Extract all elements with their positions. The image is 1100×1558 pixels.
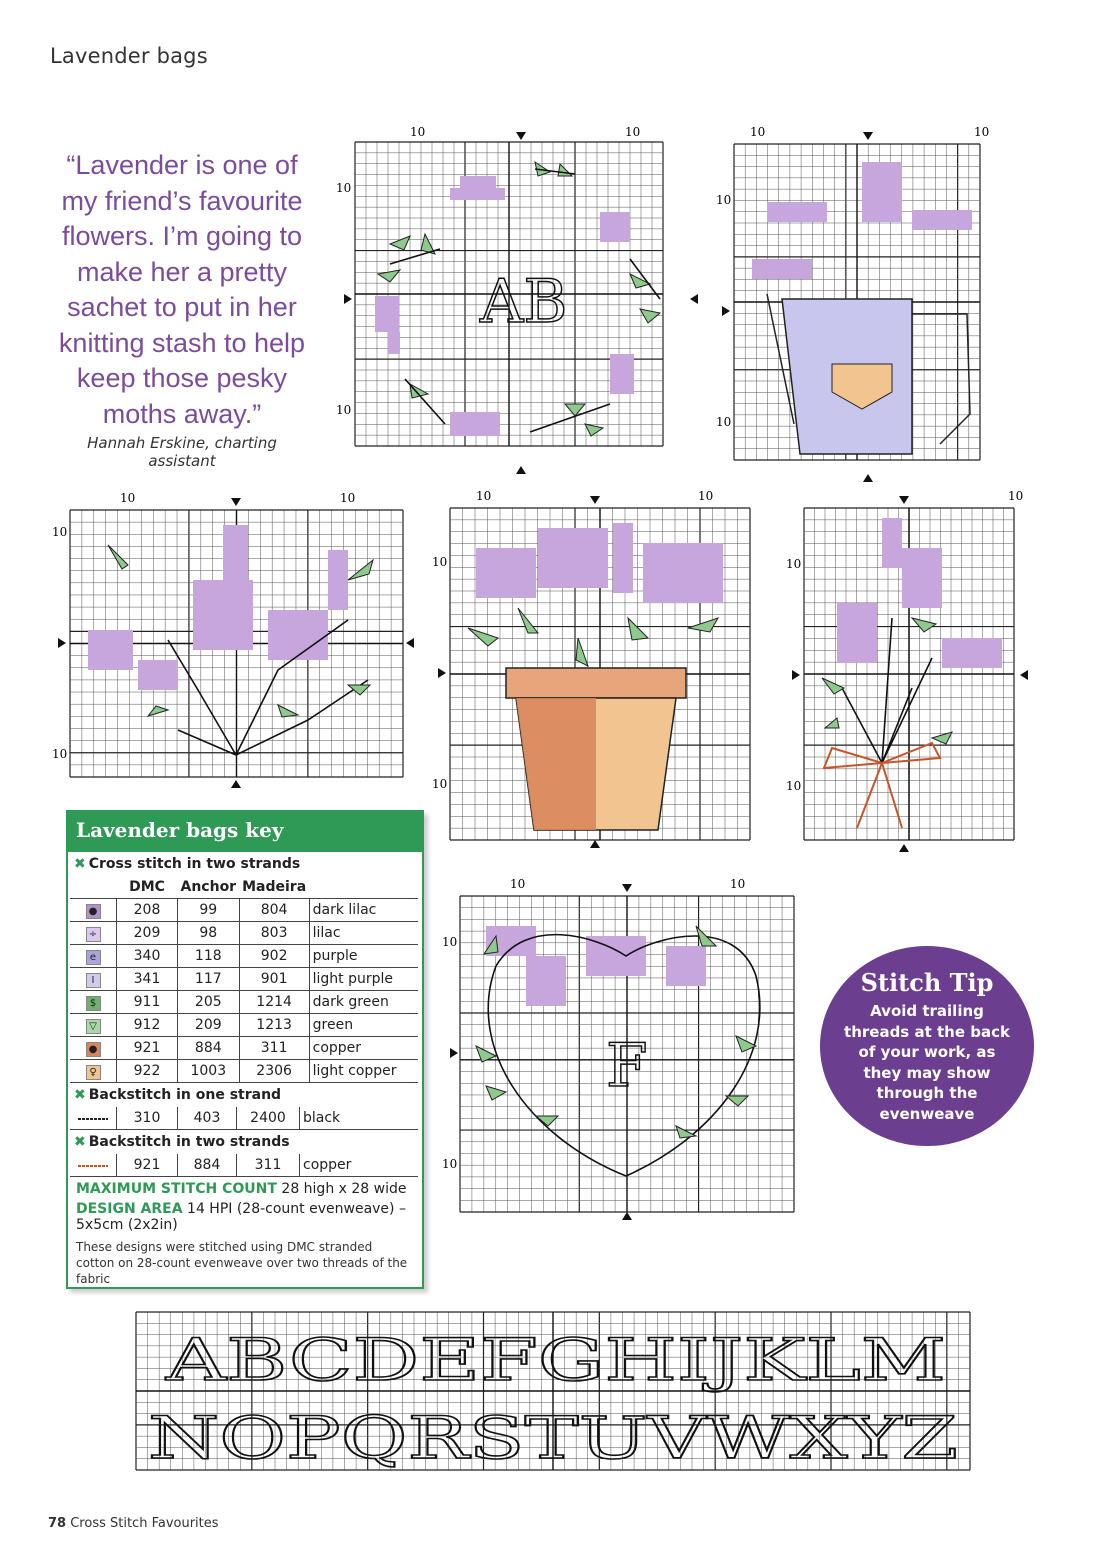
dmc-value: 911 — [117, 991, 178, 1014]
scale-label: 10 — [730, 877, 746, 891]
madeira-value: 901 — [239, 968, 309, 991]
page-footer — [48, 1516, 219, 1531]
symbol-swatch — [70, 899, 117, 922]
symbol-glyph: I — [86, 973, 101, 988]
key-row — [70, 945, 418, 968]
anchor-value: 118 — [178, 945, 240, 968]
symbol-glyph: $ — [86, 996, 101, 1011]
center-arrow-bottom — [516, 466, 526, 474]
scale-label: 10 — [432, 777, 448, 791]
key-table — [70, 876, 418, 1083]
chart-grid — [782, 488, 1032, 854]
thread-name: light copper — [309, 1060, 418, 1083]
scale-label: 10 — [974, 125, 990, 139]
scale-label: 10 — [120, 491, 136, 505]
thread-name: lilac — [309, 922, 418, 945]
chart-grid — [712, 124, 1002, 484]
key-row — [70, 1154, 418, 1177]
chart-monogram-wreath — [330, 124, 702, 476]
max-stitch-count — [68, 1177, 422, 1201]
dmc-value: 340 — [117, 945, 178, 968]
madeira-value: 1214 — [239, 991, 309, 1014]
design-area-label: DESIGN AREA — [76, 1201, 183, 1217]
backstitch-two-heading — [68, 1130, 422, 1154]
max-stitch-label: MAXIMUM STITCH COUNT — [76, 1181, 277, 1197]
center-arrow-bottom — [590, 840, 600, 848]
col-madeira: Madeira — [239, 876, 309, 899]
line-swatch — [70, 1154, 117, 1177]
center-arrow-bottom — [231, 780, 241, 788]
dmc-value: 922 — [117, 1060, 178, 1083]
scale-label: 10 — [698, 489, 714, 503]
key-row — [70, 968, 418, 991]
chart-watering-can — [712, 124, 1002, 484]
pot — [506, 668, 686, 830]
thread-name: dark lilac — [309, 899, 418, 922]
symbol-swatch — [70, 945, 117, 968]
anchor-value: 884 — [178, 1037, 240, 1060]
symbol-glyph: ● — [86, 1042, 101, 1057]
symbol-glyph: ▽ — [86, 1019, 101, 1034]
chart-grid — [436, 876, 804, 1222]
key-note: These designs were stitched using DMC stranded cotton on 28-count evenweave over two threads of the fabric — [76, 1240, 408, 1286]
scale-label: 10 — [442, 1157, 458, 1171]
dmc-value: 921 — [117, 1037, 178, 1060]
center-arrow-top — [590, 496, 600, 504]
chart-grid — [48, 490, 418, 790]
thread-name: dark green — [309, 991, 418, 1014]
symbol-swatch — [70, 1037, 117, 1060]
scale-label: 10 — [336, 181, 352, 195]
scale-label: 10 — [716, 415, 732, 429]
key-row — [70, 1037, 418, 1060]
scale-label: 10 — [336, 403, 352, 417]
madeira-value: 2306 — [239, 1060, 309, 1083]
scale-label: 10 — [1008, 489, 1024, 503]
scale-label: 10 — [716, 193, 732, 207]
madeira-value: 311 — [237, 1154, 300, 1177]
symbol-swatch — [70, 968, 117, 991]
key-row — [70, 1107, 418, 1130]
tip-body: Avoid trailing threads at the back of your work, as they may show through the evenweave — [844, 1002, 1010, 1123]
key-row — [70, 1060, 418, 1083]
max-stitch-value: 28 high x 28 wide — [281, 1181, 407, 1197]
dmc-value: 208 — [117, 899, 178, 922]
symbol-swatch — [70, 991, 117, 1014]
cross-icon: ✖ — [74, 856, 86, 872]
line-swatch — [70, 1107, 117, 1130]
dmc-value: 209 — [117, 922, 178, 945]
center-arrow-bottom — [899, 844, 909, 852]
pull-quote: “Lavender is one of my friend’s favourite flowers. I’m going to make her a pretty sachet to put in her knitting stash to help keep those pesky moths away.” — [58, 150, 306, 429]
monogram-letters: AB — [480, 267, 568, 337]
center-arrow-top — [863, 132, 873, 140]
dmc-value: 912 — [117, 1014, 178, 1037]
madeira-value: 803 — [239, 922, 309, 945]
dmc-value: 341 — [117, 968, 178, 991]
thread-name: light purple — [309, 968, 418, 991]
symbol-glyph: ♀ — [86, 1065, 101, 1080]
backstitch-one-heading — [68, 1083, 422, 1107]
chart-tied-bouquet — [782, 488, 1032, 854]
publication-name: Cross Stitch Favourites — [70, 1516, 219, 1531]
col-anchor: Anchor — [178, 876, 240, 899]
cross-stitch-heading-label: Cross stitch in two strands — [88, 856, 301, 872]
key-row — [70, 991, 418, 1014]
anchor-value: 98 — [178, 922, 240, 945]
key-row — [70, 1014, 418, 1037]
symbol-swatch — [70, 1060, 117, 1083]
key-title: Lavender bags key — [68, 812, 422, 852]
scale-label: 10 — [340, 491, 356, 505]
center-arrow-right — [690, 294, 698, 304]
center-arrow-bottom — [622, 1212, 632, 1220]
chart-flower-pot — [428, 488, 763, 850]
scale-label: 10 — [52, 525, 68, 539]
symbol-swatch — [70, 1014, 117, 1037]
center-arrow-top — [622, 884, 632, 892]
thread-name: black — [300, 1107, 419, 1130]
dmc-value: 921 — [117, 1154, 178, 1177]
backstitch-two-table — [70, 1154, 418, 1177]
scale-label: 10 — [442, 935, 458, 949]
symbol-swatch — [70, 922, 117, 945]
center-arrow-top — [516, 132, 526, 140]
anchor-value: 1003 — [178, 1060, 240, 1083]
cross-icon: ✖ — [74, 1087, 86, 1103]
symbol-glyph: ● — [86, 904, 101, 919]
thread-name: green — [309, 1014, 418, 1037]
key-row — [70, 922, 418, 945]
center-arrow-top — [899, 496, 909, 504]
madeira-value: 311 — [239, 1037, 309, 1060]
thread-name: purple — [309, 945, 418, 968]
center-arrow-right — [1020, 670, 1028, 680]
scale-label: 10 — [786, 557, 802, 571]
alphabet-row-2: NOPQRSTUVWXYZ — [148, 1404, 958, 1472]
anchor-value: 117 — [178, 968, 240, 991]
page-number: 78 — [48, 1516, 67, 1531]
alphabet-chart — [136, 1312, 972, 1472]
section-title: Lavender bags — [50, 44, 208, 68]
col-dmc: DMC — [117, 876, 178, 899]
anchor-value: 99 — [178, 899, 240, 922]
anchor-value: 884 — [178, 1154, 237, 1177]
center-arrow-left — [58, 638, 66, 648]
thread-name: copper — [309, 1037, 418, 1060]
scale-label: 10 — [410, 125, 426, 139]
madeira-value: 1213 — [239, 1014, 309, 1037]
anchor-value: 403 — [178, 1107, 237, 1130]
scale-label: 10 — [476, 489, 492, 503]
center-arrow-left — [344, 294, 352, 304]
backstitch-two-heading-label: Backstitch in two strands — [88, 1134, 290, 1150]
anchor-value: 205 — [178, 991, 240, 1014]
chart-grid — [330, 124, 702, 476]
chart-lavender-sprig — [48, 490, 418, 790]
scale-label: 10 — [625, 125, 641, 139]
design-area-value: 14 HPI (28-count evenweave) – 5x5cm (2x2in) — [76, 1201, 406, 1233]
center-arrow-top — [231, 498, 241, 506]
scale-label: 10 — [432, 555, 448, 569]
backstitch-one-table — [70, 1107, 418, 1130]
cross-stitch-heading — [68, 852, 422, 876]
alphabet-row-1: ABCDEFGHIJKLM — [164, 1326, 947, 1394]
madeira-value: 902 — [239, 945, 309, 968]
key-row — [70, 899, 418, 922]
symbol-glyph: ÷ — [86, 927, 101, 942]
quote-attribution: Hannah Erskine, charting assistant — [87, 434, 277, 470]
madeira-value: 804 — [239, 899, 309, 922]
center-arrow-bottom — [863, 474, 873, 482]
center-arrow-left — [722, 306, 730, 316]
thread-name: copper — [300, 1154, 419, 1177]
anchor-value: 209 — [178, 1014, 240, 1037]
center-arrow-right — [406, 638, 414, 648]
key-header-row — [70, 876, 418, 899]
scale-label: 10 — [52, 747, 68, 761]
chart-heart-wreath — [436, 876, 804, 1222]
symbol-glyph: e — [86, 950, 101, 965]
tip-title: Stitch Tip — [860, 968, 994, 997]
center-arrow-left — [438, 668, 446, 678]
initial-letter: F — [606, 1031, 648, 1101]
chart-grid — [136, 1312, 972, 1472]
chart-grid — [428, 488, 763, 850]
cross-icon: ✖ — [74, 1134, 86, 1150]
center-arrow-left — [792, 670, 800, 680]
madeira-value: 2400 — [237, 1107, 300, 1130]
scale-label: 10 — [786, 779, 802, 793]
scale-label: 10 — [510, 877, 526, 891]
scale-label: 10 — [750, 125, 766, 139]
center-arrow-left — [450, 1048, 458, 1058]
design-area — [68, 1201, 422, 1237]
stitch-key — [66, 810, 424, 1289]
backstitch-one-heading-label: Backstitch in one strand — [88, 1087, 282, 1103]
stitch-tip-badge — [820, 946, 1034, 1146]
dmc-value: 310 — [117, 1107, 178, 1130]
